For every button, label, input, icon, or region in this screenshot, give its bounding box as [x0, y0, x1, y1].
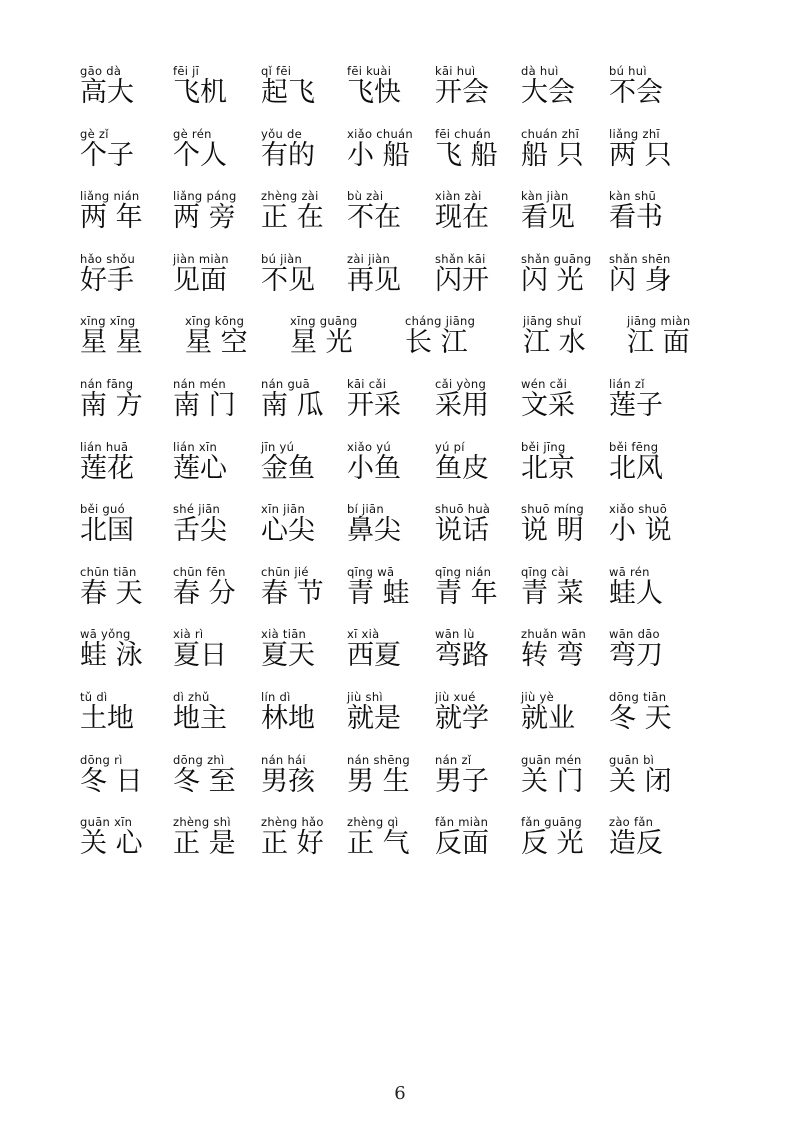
word-row [80, 565, 740, 628]
vocabulary-grid [80, 64, 740, 878]
hanzi-word: 关 门 [521, 765, 584, 797]
pinyin-label: běi jīng [521, 439, 566, 454]
hanzi-word: 鱼皮 [435, 452, 489, 484]
pinyin-label: kāi huì [435, 64, 476, 78]
vocab-word [261, 252, 347, 296]
vocab-word [435, 252, 521, 296]
hanzi-word: 说话 [435, 515, 489, 547]
hanzi-word: 北京 [521, 452, 575, 484]
vocab-word [609, 252, 695, 296]
pinyin-label: shuō míng [521, 502, 584, 517]
vocab-word [80, 189, 173, 233]
hanzi-word: 两 年 [80, 202, 143, 234]
vocab-word [261, 440, 347, 484]
pinyin-label: jiāng miàn [627, 314, 691, 329]
hanzi-word: 青 蛙 [347, 577, 410, 609]
vocab-word [435, 440, 521, 484]
pinyin-label: dì zhǔ [173, 689, 210, 704]
vocab-word [261, 815, 347, 859]
vocab-word [347, 440, 435, 484]
pinyin-label: jiāng shuǐ [523, 314, 582, 329]
pinyin-label: jiù xué [435, 689, 476, 704]
word-row [80, 440, 740, 503]
page-number: 6 [394, 1083, 406, 1104]
hanzi-word: 就是 [347, 702, 401, 734]
vocab-word [405, 314, 523, 358]
vocab-word [435, 64, 521, 108]
pinyin-label: xià rì [173, 627, 204, 642]
pinyin-label: chūn tiān [80, 564, 137, 579]
pinyin-label: hǎo shǒu [80, 251, 136, 266]
pinyin-label: xiǎo chuán [347, 126, 413, 141]
pinyin-label: zài jiàn [347, 251, 391, 266]
pinyin-label: zhèng hǎo [261, 815, 324, 830]
pinyin-label: wā rén [609, 564, 650, 579]
pinyin-label: bú huì [609, 64, 647, 78]
hanzi-word: 春 天 [80, 577, 143, 609]
word-row [80, 377, 740, 440]
pinyin-label: bù zài [347, 189, 384, 204]
vocab-word [523, 314, 627, 358]
hanzi-word: 闪 身 [609, 264, 672, 296]
vocab-word [261, 189, 347, 233]
pinyin-label: yǒu de [261, 126, 302, 141]
hanzi-word: 南 方 [80, 389, 143, 421]
hanzi-word: 正 是 [173, 828, 236, 860]
hanzi-word: 北风 [609, 452, 663, 484]
vocab-word [435, 502, 521, 546]
vocab-word [80, 64, 173, 108]
pinyin-label: bú jiàn [261, 251, 303, 266]
vocab-word [521, 565, 609, 609]
hanzi-word: 开会 [435, 77, 489, 108]
pinyin-label: dōng zhì [173, 752, 225, 767]
hanzi-word: 闪开 [435, 264, 489, 296]
hanzi-word: 好手 [80, 264, 134, 296]
pinyin-label: qīng nián [435, 564, 492, 579]
pinyin-label: guān xīn [80, 815, 133, 830]
hanzi-word: 正 气 [347, 828, 410, 860]
pinyin-label: xià tiān [261, 627, 307, 642]
vocab-word [609, 627, 695, 671]
pinyin-label: xīng xīng [80, 314, 136, 329]
vocab-word [521, 690, 609, 734]
vocab-word [173, 502, 261, 546]
hanzi-word: 不会 [609, 77, 663, 108]
pinyin-label: liǎng páng [173, 189, 237, 204]
hanzi-word: 星 光 [290, 327, 353, 359]
hanzi-word: 个人 [173, 139, 227, 171]
hanzi-word: 莲心 [173, 452, 227, 484]
pinyin-label: kàn jiàn [521, 189, 569, 204]
vocab-word [609, 753, 695, 797]
hanzi-word: 飞快 [347, 77, 401, 108]
word-row [80, 64, 740, 127]
pinyin-label: liǎng nián [80, 189, 140, 204]
vocab-word [435, 377, 521, 421]
pinyin-label: chuán zhī [521, 126, 580, 141]
pinyin-label: lín dì [261, 689, 291, 704]
vocab-word [347, 502, 435, 546]
word-row [80, 127, 740, 190]
vocab-word [521, 64, 609, 108]
vocab-word [609, 377, 695, 421]
pinyin-label: nán shēng [347, 752, 410, 767]
pinyin-label: kàn shū [609, 189, 657, 204]
vocab-word [347, 627, 435, 671]
vocab-word [80, 565, 173, 609]
pinyin-label: běi fēng [609, 439, 659, 454]
pinyin-label: wén cǎi [521, 376, 568, 391]
word-row [80, 627, 740, 690]
word-row [80, 815, 740, 878]
hanzi-word: 冬 至 [173, 765, 236, 797]
pinyin-label: shǎn kāi [435, 251, 486, 266]
pinyin-label: fēi jī [173, 64, 200, 78]
vocab-word [173, 690, 261, 734]
hanzi-word: 弯路 [435, 640, 489, 672]
vocab-word [261, 753, 347, 797]
vocab-word [609, 440, 695, 484]
vocab-word [261, 502, 347, 546]
hanzi-word: 两 只 [609, 139, 672, 171]
vocab-word [435, 753, 521, 797]
hanzi-word: 星 空 [185, 327, 248, 359]
pinyin-label: dōng rì [80, 752, 123, 767]
pinyin-label: gāo dà [80, 64, 122, 78]
vocab-word [435, 565, 521, 609]
vocab-word [173, 64, 261, 108]
hanzi-word: 采用 [435, 389, 489, 421]
hanzi-word: 夏日 [173, 640, 227, 672]
pinyin-label: shuō huà [435, 502, 491, 517]
pinyin-label: guān bì [609, 752, 655, 767]
hanzi-word: 文采 [521, 389, 575, 421]
vocab-word [347, 690, 435, 734]
pinyin-label: fēi kuài [347, 64, 392, 78]
hanzi-word: 飞机 [173, 77, 227, 108]
pinyin-label: liǎng zhī [609, 126, 660, 141]
pinyin-label: jiù shì [347, 689, 383, 704]
hanzi-word: 男孩 [261, 765, 315, 797]
pinyin-label: gè rén [173, 126, 212, 141]
vocab-word [261, 690, 347, 734]
vocab-word [80, 690, 173, 734]
hanzi-word: 地主 [173, 702, 227, 734]
vocab-word [435, 815, 521, 859]
vocab-word [261, 377, 347, 421]
vocab-word [521, 127, 609, 171]
hanzi-word: 闪 光 [521, 264, 584, 296]
vocab-word [609, 565, 695, 609]
vocab-word [347, 64, 435, 108]
vocab-word [435, 627, 521, 671]
hanzi-word: 蛙 泳 [80, 640, 143, 672]
vocab-word [609, 64, 695, 108]
vocab-word [173, 753, 261, 797]
pinyin-label: xīn jiān [261, 502, 306, 517]
hanzi-word: 个子 [80, 139, 134, 171]
hanzi-word: 开采 [347, 389, 401, 421]
hanzi-word: 青 年 [435, 577, 498, 609]
word-row [80, 690, 740, 753]
pinyin-label: nán guā [261, 376, 311, 391]
hanzi-word: 不见 [261, 264, 315, 296]
vocab-word [347, 189, 435, 233]
vocab-word [521, 627, 609, 671]
hanzi-word: 正 在 [261, 202, 324, 234]
hanzi-word: 造反 [609, 828, 663, 860]
pinyin-label: qīng cài [521, 564, 569, 579]
pinyin-label: xiǎo yú [347, 439, 391, 454]
hanzi-word: 看书 [609, 202, 663, 234]
hanzi-word: 关 闭 [609, 765, 672, 797]
vocab-word [173, 565, 261, 609]
word-row [80, 189, 740, 252]
pinyin-label: xiǎo shuō [609, 502, 668, 517]
vocab-word [80, 815, 173, 859]
pinyin-label: chūn jié [261, 564, 309, 579]
hanzi-word: 舌尖 [173, 515, 227, 547]
hanzi-word: 青 菜 [521, 577, 584, 609]
vocab-word [521, 815, 609, 859]
pinyin-label: bí jiān [347, 502, 384, 517]
vocab-word [347, 753, 435, 797]
hanzi-word: 看见 [521, 202, 575, 234]
hanzi-word: 不在 [347, 202, 401, 234]
pinyin-label: qǐ fēi [261, 64, 292, 78]
pinyin-label: cháng jiāng [405, 314, 476, 329]
pinyin-label: fǎn guāng [521, 815, 582, 830]
vocab-word [609, 815, 695, 859]
vocab-word [435, 189, 521, 233]
word-row [80, 252, 740, 315]
pinyin-label: zhèng qì [347, 815, 399, 830]
pinyin-label: xīng guāng [290, 314, 358, 329]
hanzi-word: 转 弯 [521, 640, 584, 672]
hanzi-word: 南 门 [173, 389, 236, 421]
hanzi-word: 冬 日 [80, 765, 143, 797]
vocab-word [347, 377, 435, 421]
hanzi-word: 蛙人 [609, 577, 663, 609]
vocab-word [521, 440, 609, 484]
pinyin-label: wān lù [435, 627, 475, 642]
hanzi-word: 反 光 [521, 828, 584, 860]
vocab-word [173, 189, 261, 233]
vocab-word [347, 252, 435, 296]
pinyin-label: zhèng shì [173, 815, 231, 830]
hanzi-word: 春 节 [261, 577, 324, 609]
pinyin-label: gè zǐ [80, 126, 109, 141]
hanzi-word: 南 瓜 [261, 389, 324, 421]
pinyin-label: xīng kōng [185, 314, 245, 329]
hanzi-word: 长 江 [405, 327, 468, 359]
hanzi-word: 反面 [435, 828, 489, 860]
vocab-word [521, 252, 609, 296]
vocab-word [173, 627, 261, 671]
pinyin-label: dà huì [521, 64, 559, 78]
hanzi-word: 高大 [80, 77, 134, 108]
pinyin-label: lián xīn [173, 439, 218, 454]
hanzi-word: 鼻尖 [347, 515, 401, 547]
pinyin-label: nán fāng [80, 376, 134, 391]
pinyin-label: lián huā [80, 439, 129, 454]
hanzi-word: 林地 [261, 702, 315, 734]
pinyin-label: cǎi yòng [435, 376, 487, 391]
hanzi-word: 金鱼 [261, 452, 315, 484]
pinyin-label: xiàn zài [435, 189, 482, 204]
pinyin-label: tǔ dì [80, 689, 108, 704]
pinyin-label: jiàn miàn [173, 251, 229, 266]
hanzi-word: 现在 [435, 202, 489, 234]
pinyin-label: shé jiān [173, 502, 221, 517]
pinyin-label: shǎn shēn [609, 251, 671, 266]
vocab-word [80, 127, 173, 171]
hanzi-word: 星 星 [80, 327, 143, 359]
vocab-word [261, 127, 347, 171]
vocab-word [347, 565, 435, 609]
vocab-word [347, 127, 435, 171]
pinyin-label: guān mén [521, 752, 582, 767]
vocab-word [173, 377, 261, 421]
hanzi-word: 船 只 [521, 139, 584, 171]
word-row [80, 314, 740, 377]
pinyin-label: qīng wā [347, 564, 395, 579]
vocab-word [290, 314, 405, 358]
vocab-word [80, 377, 173, 421]
hanzi-word: 莲子 [609, 389, 663, 421]
pinyin-label: kāi cǎi [347, 376, 387, 391]
hanzi-word: 大会 [521, 77, 575, 108]
pinyin-label: yú pí [435, 439, 465, 454]
vocab-word [173, 127, 261, 171]
vocab-word [173, 815, 261, 859]
vocab-word [609, 189, 695, 233]
hanzi-word: 冬 天 [609, 702, 672, 734]
word-row [80, 753, 740, 816]
pinyin-label: shǎn guāng [521, 251, 592, 266]
pinyin-label: wā yǒng [80, 627, 131, 642]
hanzi-word: 飞 船 [435, 139, 498, 171]
hanzi-word: 有的 [261, 139, 315, 171]
hanzi-word: 说 明 [521, 515, 584, 547]
hanzi-word: 江 面 [627, 327, 690, 359]
vocab-word [627, 314, 727, 358]
vocab-word [80, 753, 173, 797]
pinyin-label: zhèng zài [261, 189, 319, 204]
pinyin-label: zào fǎn [609, 815, 654, 830]
hanzi-word: 正 好 [261, 828, 324, 860]
hanzi-word: 见面 [173, 264, 227, 296]
vocab-word [173, 252, 261, 296]
vocab-word [609, 502, 695, 546]
hanzi-word: 两 旁 [173, 202, 236, 234]
pinyin-label: nán mén [173, 376, 226, 391]
vocab-word [80, 314, 185, 358]
hanzi-word: 男 生 [347, 765, 410, 797]
pinyin-label: wān dāo [609, 627, 660, 642]
hanzi-word: 夏天 [261, 640, 315, 672]
hanzi-word: 弯刀 [609, 640, 663, 672]
vocab-word [80, 627, 173, 671]
hanzi-word: 北国 [80, 515, 134, 547]
hanzi-word: 再见 [347, 264, 401, 296]
pinyin-label: dōng tiān [609, 689, 667, 704]
pinyin-label: fǎn miàn [435, 815, 489, 830]
vocab-word [347, 815, 435, 859]
hanzi-word: 莲花 [80, 452, 134, 484]
vocab-word [435, 690, 521, 734]
vocab-word [261, 627, 347, 671]
vocab-word [435, 127, 521, 171]
pinyin-label: jīn yú [261, 439, 295, 454]
pinyin-label: nán zǐ [435, 752, 472, 767]
vocab-word [609, 690, 695, 734]
hanzi-word: 土地 [80, 702, 134, 734]
pinyin-label: nán hái [261, 752, 306, 767]
pinyin-label: běi guó [80, 502, 125, 517]
hanzi-word: 小 船 [347, 139, 410, 171]
word-row [80, 502, 740, 565]
pinyin-label: chūn fēn [173, 564, 226, 579]
hanzi-word: 起飞 [261, 77, 315, 108]
pinyin-label: jiù yè [521, 689, 555, 704]
hanzi-word: 关 心 [80, 828, 143, 860]
vocab-word [261, 565, 347, 609]
hanzi-word: 心尖 [261, 515, 315, 547]
vocab-word [173, 440, 261, 484]
vocab-word [80, 252, 173, 296]
vocab-word [80, 440, 173, 484]
hanzi-word: 春 分 [173, 577, 236, 609]
pinyin-label: xī xià [347, 627, 380, 642]
hanzi-word: 就业 [521, 702, 575, 734]
vocab-word [609, 127, 695, 171]
vocab-word [261, 64, 347, 108]
vocab-word [521, 377, 609, 421]
hanzi-word: 小 说 [609, 515, 672, 547]
vocab-word [80, 502, 173, 546]
hanzi-word: 西夏 [347, 640, 401, 672]
pinyin-label: zhuǎn wān [521, 627, 587, 642]
pinyin-label: fēi chuán [435, 126, 491, 141]
vocab-word [521, 502, 609, 546]
vocab-word [521, 753, 609, 797]
vocab-word [185, 314, 290, 358]
pinyin-label: lián zǐ [609, 376, 645, 391]
hanzi-word: 就学 [435, 702, 489, 734]
hanzi-word: 江 水 [523, 327, 586, 359]
hanzi-word: 小鱼 [347, 452, 401, 484]
hanzi-word: 男子 [435, 765, 489, 797]
vocab-word [521, 189, 609, 233]
